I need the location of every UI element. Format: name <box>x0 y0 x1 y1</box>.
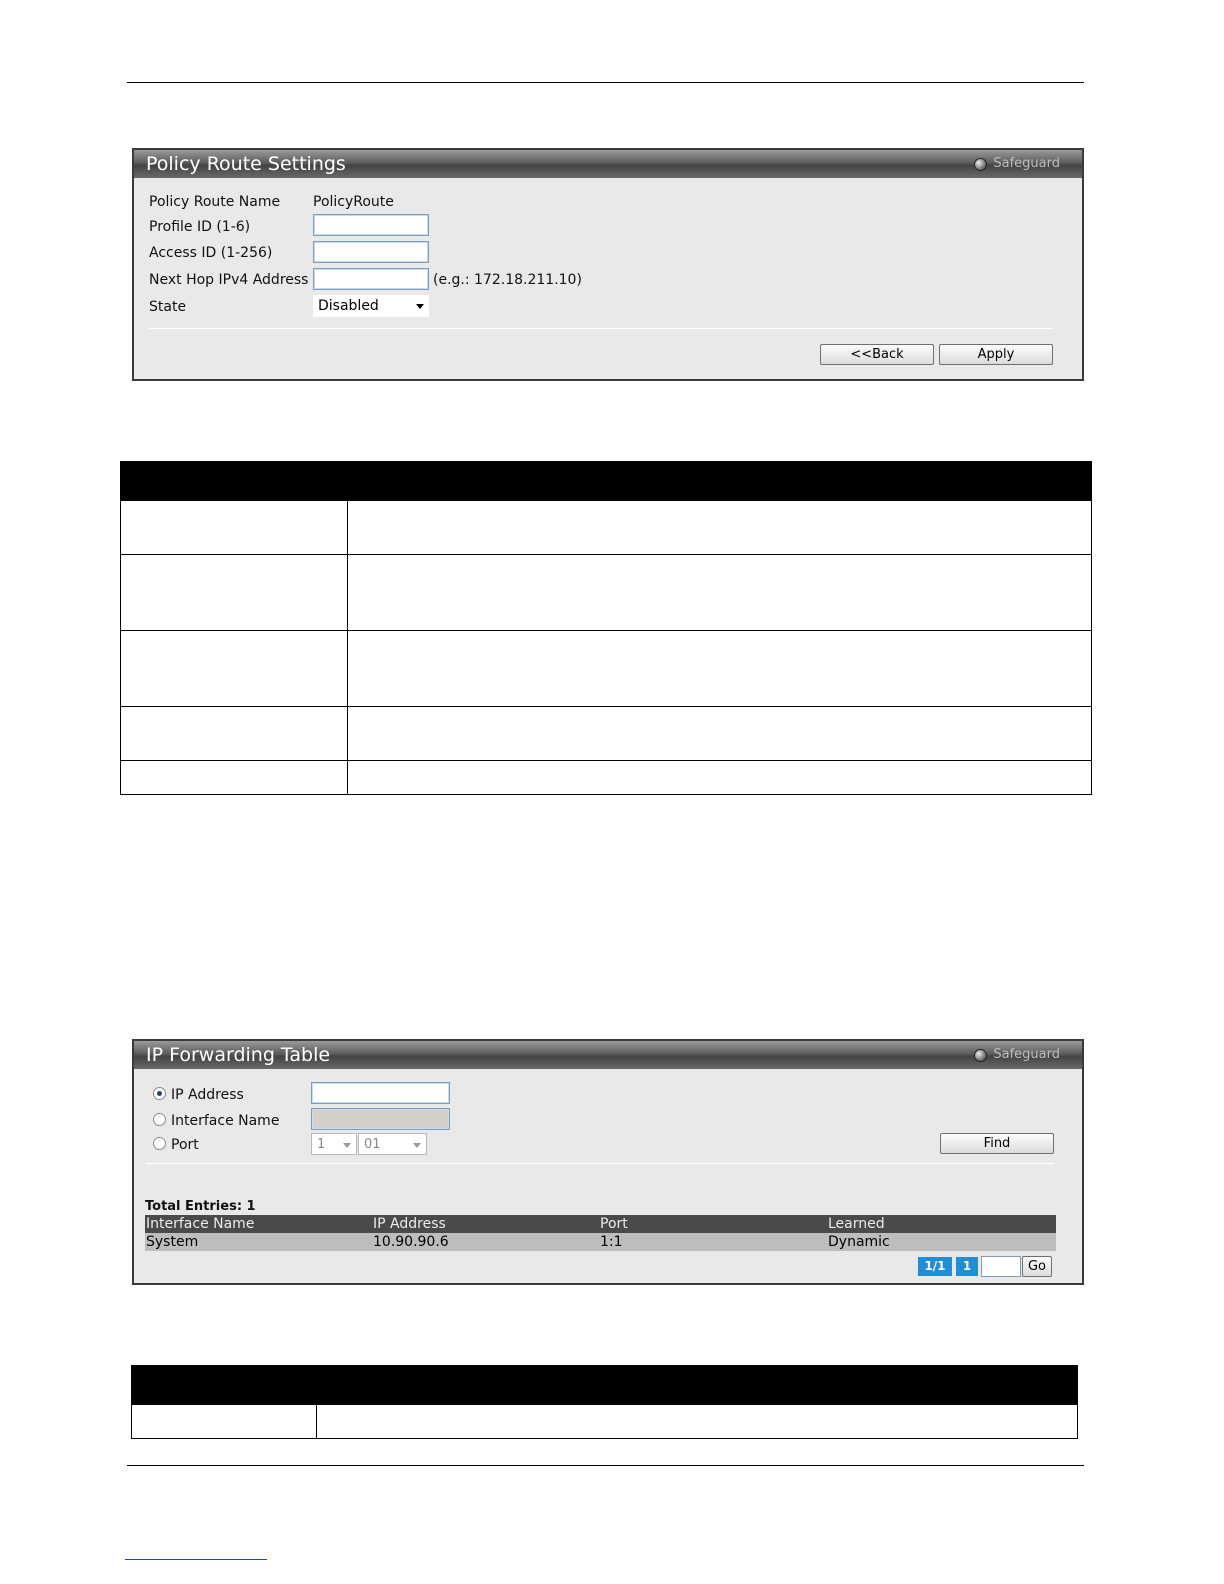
table-cell <box>348 761 1092 795</box>
table-row <box>145 1233 1056 1251</box>
table-cell <box>348 555 1092 631</box>
chevron-down-icon <box>416 304 424 309</box>
access-id-input[interactable] <box>313 241 429 263</box>
table-row <box>121 631 1092 707</box>
form-separator <box>149 328 1053 329</box>
table-row <box>132 1405 1078 1439</box>
table-header-cell <box>317 1366 1078 1405</box>
next-hop-label: Next Hop IPv4 Address <box>149 272 309 288</box>
panel-title: Policy Route Settings <box>146 153 346 175</box>
state-label: State <box>149 299 187 315</box>
apply-button[interactable]: Apply <box>939 344 1053 365</box>
port-radio[interactable] <box>153 1137 166 1150</box>
ip-address-input[interactable] <box>311 1082 450 1104</box>
state-select-value: Disabled <box>318 298 379 314</box>
page-link-1[interactable]: 1 <box>956 1257 978 1276</box>
header-rule <box>127 82 1084 83</box>
footer-link-underline <box>125 1559 267 1560</box>
table-cell <box>121 501 348 555</box>
go-button[interactable]: Go <box>1022 1256 1052 1277</box>
port-unit-value: 1 <box>317 1137 326 1152</box>
interface-name-input[interactable] <box>311 1108 450 1130</box>
table-row <box>121 501 1092 555</box>
table-cell <box>121 707 348 761</box>
col-learned: Learned <box>828 1216 885 1232</box>
table-header-cell <box>132 1366 317 1405</box>
ip-forwarding-table-panel <box>132 1039 1084 1285</box>
cell-interface-name: System <box>146 1234 199 1250</box>
table-header-row <box>121 462 1092 501</box>
table-cell <box>348 707 1092 761</box>
col-interface-name: Interface Name <box>146 1216 255 1232</box>
page-number-input[interactable] <box>981 1256 1021 1277</box>
safeguard-label: Safeguard <box>993 1047 1060 1062</box>
safeguard-indicator <box>974 150 1060 178</box>
col-ip-address: IP Address <box>373 1216 446 1232</box>
port-unit-select[interactable] <box>311 1133 357 1155</box>
table-cell <box>121 631 348 707</box>
profile-id-label: Profile ID (1-6) <box>149 219 251 235</box>
cell-port: 1:1 <box>600 1234 623 1250</box>
table-row <box>121 761 1092 795</box>
ip-address-radio[interactable] <box>153 1087 166 1100</box>
safeguard-indicator <box>974 1041 1060 1069</box>
port-option-label: Port <box>171 1137 199 1153</box>
chevron-down-icon <box>413 1143 421 1148</box>
ip-address-option-label: IP Address <box>171 1087 244 1103</box>
port-number-select[interactable] <box>358 1133 427 1155</box>
table-row <box>121 555 1092 631</box>
port-number-value: 01 <box>364 1137 381 1152</box>
cell-ip-address: 10.90.90.6 <box>373 1234 449 1250</box>
interface-name-option-label: Interface Name <box>171 1113 280 1129</box>
state-select[interactable] <box>313 295 429 317</box>
table-header-row <box>132 1366 1078 1405</box>
cell-learned: Dynamic <box>828 1234 890 1250</box>
chevron-down-icon <box>343 1143 351 1148</box>
page-indicator: 1/1 <box>918 1257 952 1276</box>
table-header-row <box>145 1215 1056 1233</box>
next-hop-hint: (e.g.: 172.18.211.10) <box>433 272 582 288</box>
policy-route-name-value: PolicyRoute <box>313 194 394 210</box>
policy-route-settings-panel <box>132 148 1084 381</box>
table-cell <box>348 501 1092 555</box>
safeguard-icon <box>974 158 987 171</box>
table-cell <box>348 631 1092 707</box>
safeguard-label: Safeguard <box>993 156 1060 171</box>
table-cell <box>121 555 348 631</box>
table-header-cell <box>348 462 1092 501</box>
policy-route-name-label: Policy Route Name <box>149 194 281 210</box>
table-row <box>121 707 1092 761</box>
table-cell <box>132 1405 317 1439</box>
table-header-cell <box>121 462 348 501</box>
profile-id-input[interactable] <box>313 214 429 236</box>
col-port: Port <box>600 1216 628 1232</box>
panel-title: IP Forwarding Table <box>146 1044 331 1066</box>
total-entries: Total Entries: 1 <box>145 1199 256 1214</box>
back-button[interactable]: <<Back <box>820 344 934 365</box>
footer-rule <box>127 1465 1084 1466</box>
next-hop-input[interactable] <box>313 268 429 290</box>
table-cell <box>121 761 348 795</box>
panel-title-bar <box>134 150 1082 178</box>
parameter-description-table <box>120 461 1092 795</box>
panel-title-bar <box>134 1041 1082 1069</box>
forwarding-table <box>145 1215 1056 1251</box>
interface-name-radio[interactable] <box>153 1113 166 1126</box>
form-separator <box>146 1163 1054 1164</box>
access-id-label: Access ID (1-256) <box>149 245 273 261</box>
table-cell <box>317 1405 1078 1439</box>
parameter-description-table <box>131 1365 1078 1439</box>
safeguard-icon <box>974 1049 987 1062</box>
find-button[interactable]: Find <box>940 1133 1054 1154</box>
